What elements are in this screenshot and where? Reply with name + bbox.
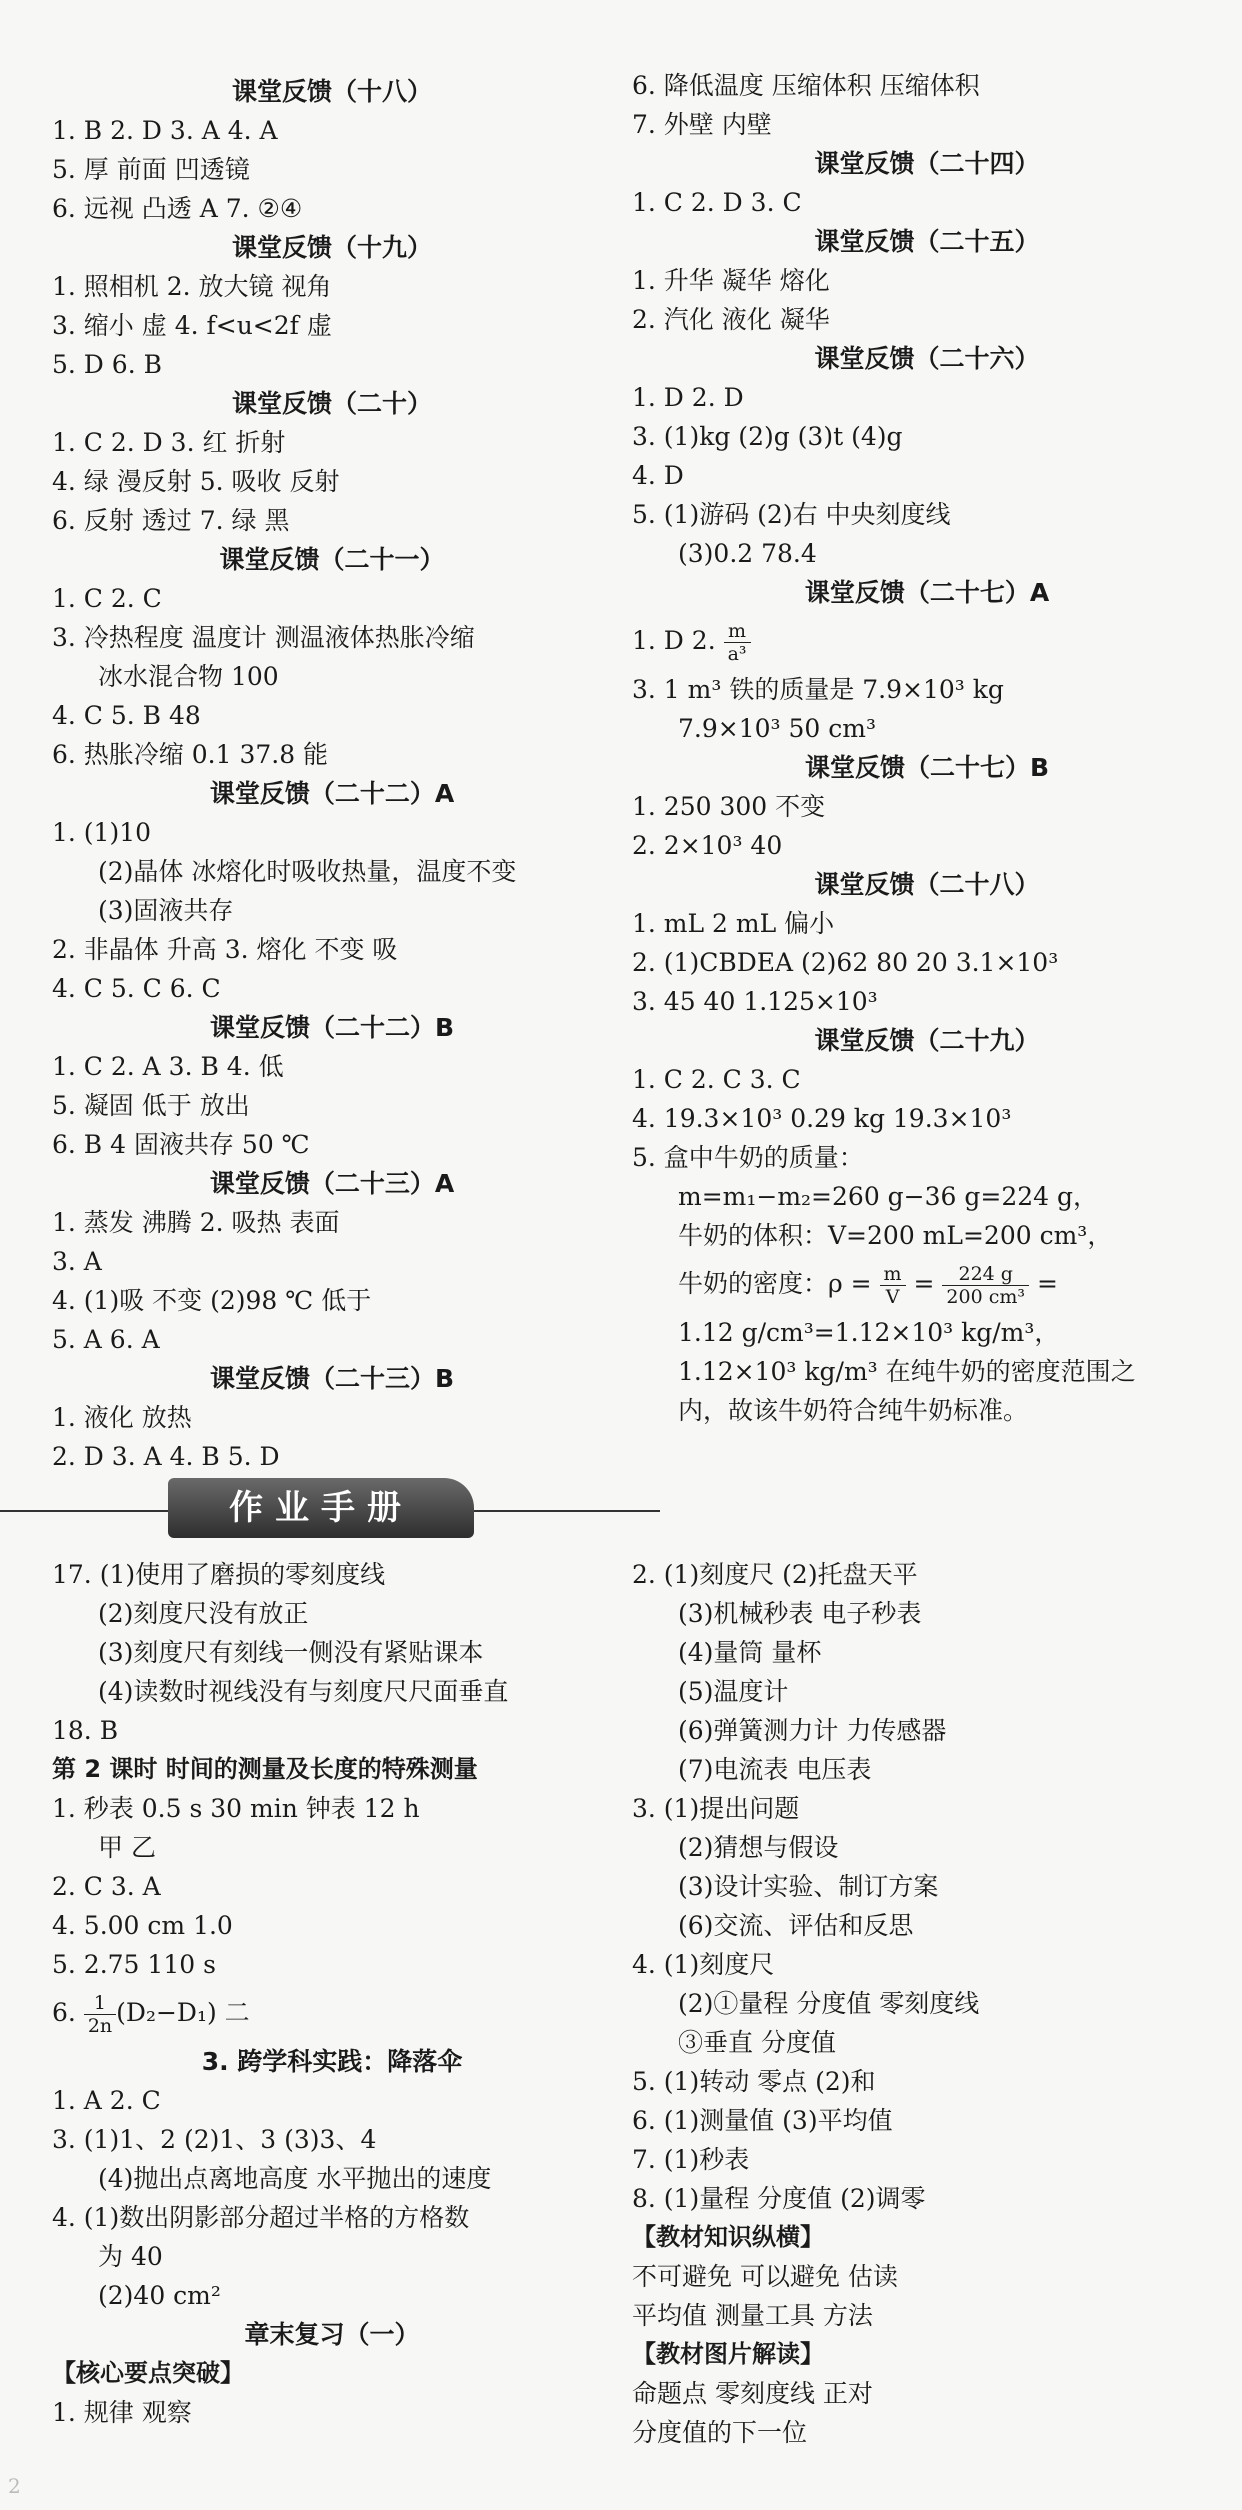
answer-line: 1. C 2. C bbox=[52, 584, 162, 613]
answer-line-continued: (7)电流表 电压表 bbox=[678, 1755, 872, 1784]
answer-line: 1. B 2. D 3. A 4. A bbox=[52, 116, 278, 145]
answer-line-fraction: 6. $\frac{1}{2n}$ (D₂−D₁) 二 bbox=[52, 1992, 250, 2037]
answer-line: 2. (1)刻度尺 (2)托盘天平 bbox=[632, 1560, 918, 1589]
answer-line: 7. (1)秒表 bbox=[632, 2145, 750, 2174]
answer-line: 1. 250 300 不变 bbox=[632, 792, 826, 821]
answer-line-continued: (3)设计实验、制订方案 bbox=[678, 1872, 939, 1901]
answer-line-continued: 为 40 bbox=[98, 2242, 163, 2271]
answer-line-fraction: 1. D 2. $\frac{m}{\text{a³}}$ bbox=[632, 612, 1222, 670]
answer-line: 6. B 4 固液共存 50 ℃ bbox=[52, 1130, 310, 1159]
answer-line-continued: (4)量筒 量杯 bbox=[678, 1638, 822, 1667]
section-heading: 课堂反馈（二十三）B bbox=[209, 1364, 455, 1393]
answer-line: 2. (1)CBDEA (2)62 80 20 3.1×10³ bbox=[632, 948, 1059, 977]
sub-heading: 第 2 课时 时间的测量及长度的特殊测量 bbox=[52, 1755, 478, 1783]
answer-line: 4. 绿 漫反射 5. 吸收 反射 bbox=[52, 467, 340, 496]
answer-line: 1. (1)10 bbox=[52, 818, 152, 847]
section-heading: 课堂反馈（二十二）B bbox=[209, 1013, 455, 1042]
answer-line: 1. C 2. D 3. 红 折射 bbox=[52, 428, 286, 457]
answer-line-continued: 内，故该牛奶符合纯牛奶标准。 bbox=[678, 1396, 1029, 1425]
answer-line: 1. 液化 放热 bbox=[52, 1403, 192, 1432]
answer-line-continued: (6)交流、评估和反思 bbox=[678, 1911, 914, 1940]
answer-line: 3. (1)1、2 (2)1、3 (3)3、4 bbox=[52, 2125, 377, 2154]
answer-line-continued: 1.12×10³ kg/m³ 在纯牛奶的密度范围之 bbox=[678, 1357, 1136, 1386]
section-heading: 课堂反馈（十八） bbox=[231, 77, 432, 106]
answer-line: 2. D 3. A 4. B 5. D bbox=[52, 1442, 280, 1471]
sub-heading: 【教材图片解读】 bbox=[632, 2340, 824, 2368]
answer-line: 4. (1)刻度尺 bbox=[632, 1950, 775, 1979]
section-heading: 课堂反馈（二十四） bbox=[814, 149, 1040, 178]
fraction bbox=[942, 1263, 1029, 1308]
answer-line: 1. 升华 凝华 熔化 bbox=[632, 266, 830, 295]
answer-line-continued: (2)①量程 分度值 零刻度线 bbox=[678, 1989, 980, 2018]
page-mark: 2 bbox=[8, 2474, 21, 2498]
answer-line-continued: (4)读数时视线没有与刻度尺尺面垂直 bbox=[98, 1677, 509, 1706]
answer-line: 2. 2×10³ 40 bbox=[632, 831, 783, 860]
section-heading: 课堂反馈（二十八） bbox=[814, 870, 1040, 899]
answer-line-continued: 冰水混合物 100 bbox=[98, 662, 279, 691]
answer-line-continued: (5)温度计 bbox=[678, 1677, 789, 1706]
answer-line: 6. (1)测量值 (3)平均值 bbox=[632, 2106, 893, 2135]
answer-line: 6. 远视 凸透 A 7. ②④ bbox=[52, 194, 303, 223]
section-heading: 课堂反馈（二十七）A bbox=[804, 578, 1050, 607]
answer-line: 3. (1)提出问题 bbox=[632, 1794, 800, 1823]
section-heading: 章末复习（一） bbox=[244, 2320, 420, 2349]
answer-line: 1. 照相机 2. 放大镜 视角 bbox=[52, 272, 332, 301]
answer-line: 18. B bbox=[52, 1716, 119, 1745]
answer-line: 1. 秒表 0.5 s 30 min 钟表 12 h bbox=[52, 1794, 420, 1823]
answer-line: 3. 缩小 虚 4. f<u<2f 虚 bbox=[52, 311, 332, 340]
answer-line: 2. C 3. A bbox=[52, 1872, 161, 1901]
answer-line: 1. mL 2 mL 偏小 bbox=[632, 909, 835, 938]
answer-line: 2. 汽化 液化 凝华 bbox=[632, 305, 830, 334]
fraction-numerator: m bbox=[724, 620, 751, 643]
answer-line: 1. 规律 观察 bbox=[52, 2398, 192, 2427]
answer-line: 4. (1)吸 不变 (2)98 ℃ 低于 bbox=[52, 1286, 372, 1315]
answer-line: 1. D 2. D bbox=[632, 383, 744, 412]
answer-line-continued: (3)机械秒表 电子秒表 bbox=[678, 1599, 922, 1628]
section-heading: 课堂反馈（二十） bbox=[231, 389, 432, 418]
fraction bbox=[724, 620, 751, 665]
section-heading: 课堂反馈（二十七）B bbox=[804, 753, 1050, 782]
fraction-numerator: 224 g bbox=[942, 1263, 1029, 1286]
section-heading: 课堂反馈（二十二）A bbox=[209, 779, 455, 808]
fraction-denominator: a³ bbox=[727, 643, 747, 665]
answer-line: 5. 凝固 低于 放出 bbox=[52, 1091, 250, 1120]
answer-line: 1. 蒸发 沸腾 2. 吸热 表面 bbox=[52, 1208, 340, 1237]
section-heading: 课堂反馈（二十三）A bbox=[209, 1169, 455, 1198]
answer-line-continued: (3)固液共存 bbox=[98, 896, 234, 925]
answer-line-continued: (3)0.2 78.4 bbox=[678, 539, 817, 568]
answer-line-continued: m=m₁−m₂=260 g−36 g=224 g， bbox=[678, 1182, 1098, 1211]
answer-line: 1. C 2. A 3. B 4. 低 bbox=[52, 1052, 284, 1081]
answer-line-continued: (4)抛出点离地高度 水平抛出的速度 bbox=[98, 2164, 492, 2193]
answer-line: 5. (1)游码 (2)右 中央刻度线 bbox=[632, 500, 951, 529]
answer-line: 命题点 零刻度线 正对 bbox=[632, 2379, 873, 2408]
answer-line: 4. C 5. B 48 bbox=[52, 701, 201, 730]
section-heading: 课堂反馈（二十六） bbox=[814, 344, 1040, 373]
fraction-denominator: V bbox=[885, 1286, 900, 1308]
fraction-denominator: 2n bbox=[87, 2015, 113, 2037]
answer-line: 1. C 2. D 3. C bbox=[632, 188, 802, 217]
answer-line: 5. A 6. A bbox=[52, 1325, 160, 1354]
fraction bbox=[880, 1263, 906, 1308]
answer-line: 6. 热胀冷缩 0.1 37.8 能 bbox=[52, 740, 329, 769]
answer-line: 4. D bbox=[632, 461, 684, 490]
fraction bbox=[84, 1992, 116, 2037]
answer-line-continued: ③垂直 分度值 bbox=[678, 2028, 836, 2057]
answer-line-continued: (3)刻度尺有刻线一侧没有紧贴课本 bbox=[98, 1638, 484, 1667]
answer-line: 4. 19.3×10³ 0.29 kg 19.3×10³ bbox=[632, 1104, 1012, 1133]
answer-line-continued: (2)刻度尺没有放正 bbox=[98, 1599, 309, 1628]
answer-line-continued: 1.12 g/cm³=1.12×10³ kg/m³， bbox=[678, 1318, 1060, 1347]
answer-line: 8. (1)量程 分度值 (2)调零 bbox=[632, 2184, 926, 2213]
section-heading: 3. 跨学科实践：降落伞 bbox=[201, 2047, 463, 2076]
answer-line: 5. 厚 前面 凹透镜 bbox=[52, 155, 250, 184]
answer-line: 5. 2.75 110 s bbox=[52, 1950, 216, 1979]
answer-line: 5. (1)转动 零点 (2)和 bbox=[632, 2067, 876, 2096]
answer-line: 5. D 6. B bbox=[52, 350, 162, 379]
answer-line: 3. 冷热程度 温度计 测温液体热胀冷缩 bbox=[52, 623, 475, 652]
answer-line: 4. C 5. C 6. C bbox=[52, 974, 221, 1003]
answer-line: 6. 降低温度 压缩体积 压缩体积 bbox=[632, 71, 980, 100]
answers-top-right bbox=[632, 66, 1222, 1430]
answer-line-continued: (2)40 cm² bbox=[98, 2281, 221, 2310]
answers-bottom-left bbox=[52, 1555, 612, 2432]
answers-top-left bbox=[52, 72, 612, 1476]
answer-line: 2. 非晶体 升高 3. 熔化 不变 吸 bbox=[52, 935, 398, 964]
answer-line: 1. A 2. C bbox=[52, 2086, 161, 2115]
answer-line-continued: (2)猜想与假设 bbox=[678, 1833, 839, 1862]
fraction-numerator: 1 bbox=[84, 1992, 116, 2015]
section-banner: 作业手册 bbox=[168, 1478, 474, 1538]
sub-heading: 【教材知识纵横】 bbox=[632, 2223, 824, 2251]
sub-heading: 【核心要点突破】 bbox=[52, 2359, 244, 2387]
answer-line-continued: (2)晶体 冰熔化时吸收热量，温度不变 bbox=[98, 857, 517, 886]
answer-line-density: 牛奶的密度：ρ = $\frac{m}{V}$ = $\frac{224 g}{\text{200 cm³}}$ = bbox=[678, 1263, 1058, 1308]
section-heading: 课堂反馈（二十五） bbox=[814, 227, 1040, 256]
answer-line: 17. (1)使用了磨损的零刻度线 bbox=[52, 1560, 386, 1589]
answer-line: 5. 盒中牛奶的质量： bbox=[632, 1143, 864, 1172]
answer-line: 分度值的下一位 bbox=[632, 2418, 808, 2447]
answer-line-continued: (6)弹簧测力计 力传感器 bbox=[678, 1716, 947, 1745]
answer-line: 3. 1 m³ 铁的质量是 7.9×10³ kg bbox=[632, 675, 1004, 704]
answer-line: 3. 45 40 1.125×10³ bbox=[632, 987, 878, 1016]
section-heading: 课堂反馈（二十九） bbox=[814, 1026, 1040, 1055]
answer-line: 4. 5.00 cm 1.0 bbox=[52, 1911, 233, 1940]
answer-line: 7. 外壁 内壁 bbox=[632, 110, 772, 139]
section-heading: 课堂反馈（十九） bbox=[231, 233, 432, 262]
answer-line: 1. C 2. C 3. C bbox=[632, 1065, 801, 1094]
fraction-numerator: m bbox=[880, 1263, 906, 1286]
fraction-denominator: 200 cm³ bbox=[946, 1286, 1026, 1308]
answers-bottom-right bbox=[632, 1555, 1222, 2452]
answer-line-continued: 甲 乙 bbox=[98, 1833, 156, 1862]
answer-line: 3. (1)kg (2)g (3)t (4)g bbox=[632, 422, 903, 451]
answer-line-continued: 7.9×10³ 50 cm³ bbox=[678, 714, 876, 743]
answer-line: 3. A bbox=[52, 1247, 102, 1276]
answer-line: 不可避免 可以避免 估读 bbox=[632, 2262, 898, 2291]
section-heading: 课堂反馈（二十一） bbox=[219, 545, 445, 574]
answer-line: 6. 反射 透过 7. 绿 黑 bbox=[52, 506, 290, 535]
answer-line: 平均值 测量工具 方法 bbox=[632, 2301, 873, 2330]
answer-line: 4. (1)数出阴影部分超过半格的方格数 bbox=[52, 2203, 470, 2232]
answer-line-continued: 牛奶的体积：V=200 mL=200 cm³， bbox=[678, 1221, 1113, 1250]
